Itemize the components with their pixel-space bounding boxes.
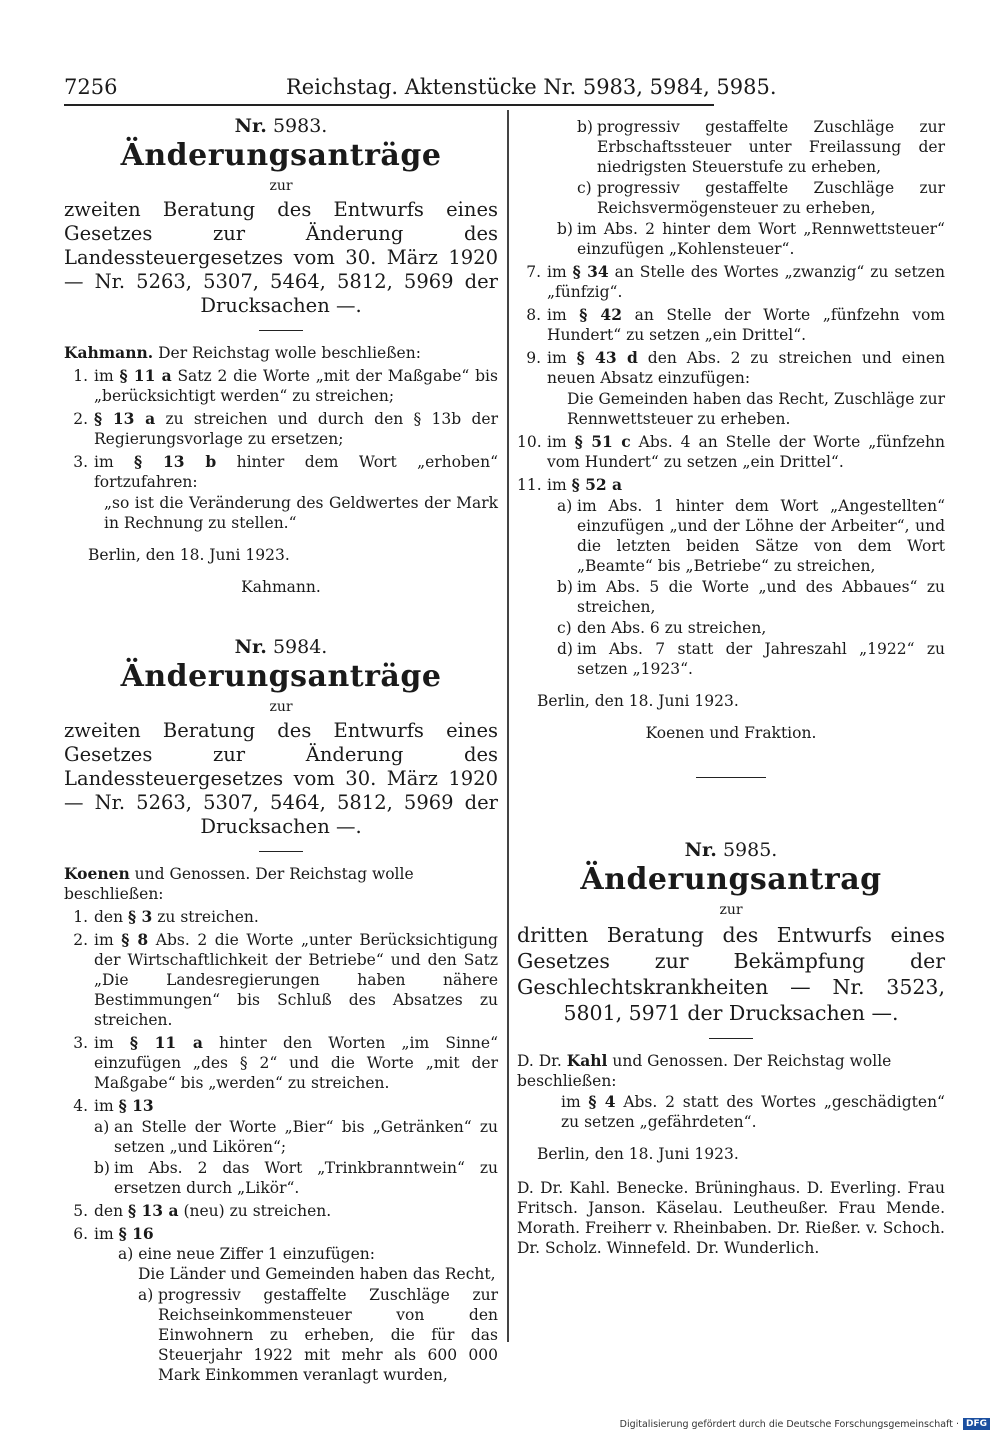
page-number: 7256 [64,75,118,99]
list-item: 10. im § 51 c Abs. 4 an Stelle der Worte „fünfzehn vom Hundert“ zu setzen „ein Drittel“. [517,432,945,471]
document-5984 [64,637,498,1385]
separator [696,777,766,778]
doc-subtitle: zweiten Beratung des Entwurfs eines Gesetzes zur Änderung des Landessteuergesetzes vom 30. März 1920 — Nr. 5263, 5307, 5464, 5812, 5969 der Drucksachen —. [64,198,498,317]
list-item: 1. im § 11 a Satz 2 die Worte „mit der Maßgabe“ bis „berücksichtigt werden“ zu streichen; [73,366,498,405]
quoted-text: Die Gemeinden haben das Recht, Zuschläge zur Rennwettsteuer zu erheben. [567,390,945,428]
list-item: 2. § 13 a zu streichen und durch den § 13b der Regierungsvorlage zu ersetzen; [73,409,498,448]
quoted-text: „so ist die Veränderung des Geldwertes der Mark in Rechnung zu stellen.“ [104,494,498,532]
digitization-credit [610,1416,990,1432]
list-item: 5. den § 13 a (neu) zu streichen. [73,1201,332,1220]
doc-subtitle: zweiten Beratung des Entwurfs eines Gesetzes zur Änderung des Landessteuergesetzes vom 30. März 1920 — Nr. 5263, 5307, 5464, 5812, 5969 der Drucksachen —. [64,719,498,838]
list-item: 2. im § 8 Abs. 2 die Worte „unter Berücksichtigung der Wirtschaftlichkeit der Betriebe“ und den Satz „Die Landesregierungen haben nähere Bestimmungen“ bis Schluß des Absatzes zu streichen. [73,930,498,1029]
sub-item: b) im Abs. 2 das Wort „Trinkbranntwein“ zu ersetzen durch „Likör“. [94,1159,498,1197]
doc-number: Nr. 5984. [234,636,328,658]
date-line: Berlin, den 18. Juni 1923. [88,546,290,564]
running-header [64,74,777,100]
doc-number: Nr. 5983. [234,115,328,137]
doc-heading: Änderungsanträge [120,138,442,173]
separator [709,1038,753,1039]
date-line: Berlin, den 18. Juni 1923. [537,1145,739,1163]
motion-intro: Koenen und Genossen. Der Reichstag wolle beschließen: [64,864,414,903]
list-item: 4. im § 13 [73,1096,154,1115]
doc-heading: Änderungsantrag [580,862,882,897]
doc-subtitle: dritten Beratung des Entwurfs eines Gesetzes zur Bekämpfung der Geschlechtskrankheiten — Nr. 3523, 5801, 5971 der Drucksachen —. [517,923,945,1025]
list-item: 8. im § 42 an Stelle der Worte „fünfzehn vom Hundert“ zu setzen „ein Drittel“. [526,305,945,344]
sub-item: a) eine neue Ziffer 1 einzufügen: [118,1245,375,1263]
running-title: Reichstag. Aktenstücke Nr. 5983, 5984, 5985. [286,75,777,99]
signer: Koenen und Fraktion. [645,724,817,742]
motion-intro: D. Dr. Kahl und Genossen. Der Reichstag wolle beschließen: [517,1051,892,1090]
sub-item: b) im Abs. 2 hinter dem Wort „Rennwettsteuer“ einzufügen „Kohlensteuer“. [557,220,945,258]
right-column [517,116,945,1258]
list-item: 1. den § 3 zu streichen. [73,907,259,926]
list-item: 7. im § 34 an Stelle des Wortes „zwanzig“ zu setzen „fünfzig“. [526,262,946,301]
doc-heading: Änderungsanträge [120,659,442,694]
sub-item: b) im Abs. 5 die Worte „und des Abbaues“ zu streichen, [557,578,945,616]
separator [259,851,303,852]
doc-number: Nr. 5985. [684,839,778,861]
list-item: 3. im § 13 b hinter dem Wort „erhoben“ fortzufahren: [73,452,498,491]
sub-item-intro: Die Länder und Gemeinden haben das Recht, [138,1265,496,1283]
sub-sub-item: c) progressiv gestaffelte Zuschläge zur Reichsvermögensteuer zu erheben, [577,179,945,217]
header-rule [64,104,714,106]
sub-item: a) an Stelle der Worte „Bier“ bis „Getränken“ zu setzen „und Likören“; [94,1118,498,1156]
sub-item: c) den Abs. 6 zu streichen, [557,619,767,637]
doc-zur: zur [719,902,743,918]
column-divider [507,110,509,1342]
document-5983 [64,116,498,597]
left-column [64,116,498,1385]
signers-list: D. Dr. Kahl. Benecke. Brüninghaus. D. Everling. Frau Fritsch. Janson. Käselau. Leutheußer. Frau Mende. Morath. Freiherr v. Rheinbaben. Dr. Rießer. v. Schoch. Dr. Scholz. Winnefeld. Dr. Wunderlich. [517,1179,945,1257]
doc-zur: zur [269,178,293,194]
dfg-logo: DFG [963,1418,990,1430]
doc-zur: zur [269,699,293,715]
motion-item: im § 4 Abs. 2 statt des Wortes „geschädigten“ zu setzen „gefährdeten“. [561,1092,945,1131]
separator [259,330,303,331]
list-item: 9. im § 43 d den Abs. 2 zu streichen und einen neuen Absatz einzufügen: [526,348,945,387]
list-item: 11. im § 52 a [517,475,623,494]
sub-sub-item: b) progressiv gestaffelte Zuschläge zur Erbschaftssteuer unter Freilassung der niedrigsten Steuerstufe zu erheben, [577,118,945,176]
sub-item: a) im Abs. 1 hinter dem Wort „Angestellten“ einzufügen „und der Löhne der Arbeiter“, und die letzten beiden Sätze von dem Wort „Beamte“ bis „Betriebe“ zu streichen, [557,497,945,575]
credit-text: Digitalisierung gefördert durch die Deutsche Forschungsgemeinschaft · [619,1418,959,1430]
motion-intro: Kahmann. Der Reichstag wolle beschließen: [64,343,421,362]
sub-sub-item: a) progressiv gestaffelte Zuschläge zur Reichseinkommensteuer von den Einwohnern zu erheben, die für das Steuerjahr 1922 mit mehr als 600 000 Mark Einkommen veranlagt wurden, [138,1286,498,1384]
signer: Kahmann. [241,578,321,596]
sub-item: d) im Abs. 7 statt der Jahreszahl „1922“ zu setzen „1923“. [557,640,945,678]
date-line: Berlin, den 18. Juni 1923. [537,692,739,710]
list-item: 6. im § 16 [73,1224,154,1243]
list-item: 3. im § 11 a hinter den Worten „im Sinne“ einzufügen „des § 2“ und die Worte „mit der Maßgabe“ bis „werden“ zu streichen. [73,1033,499,1092]
document-5985 [517,840,945,1258]
